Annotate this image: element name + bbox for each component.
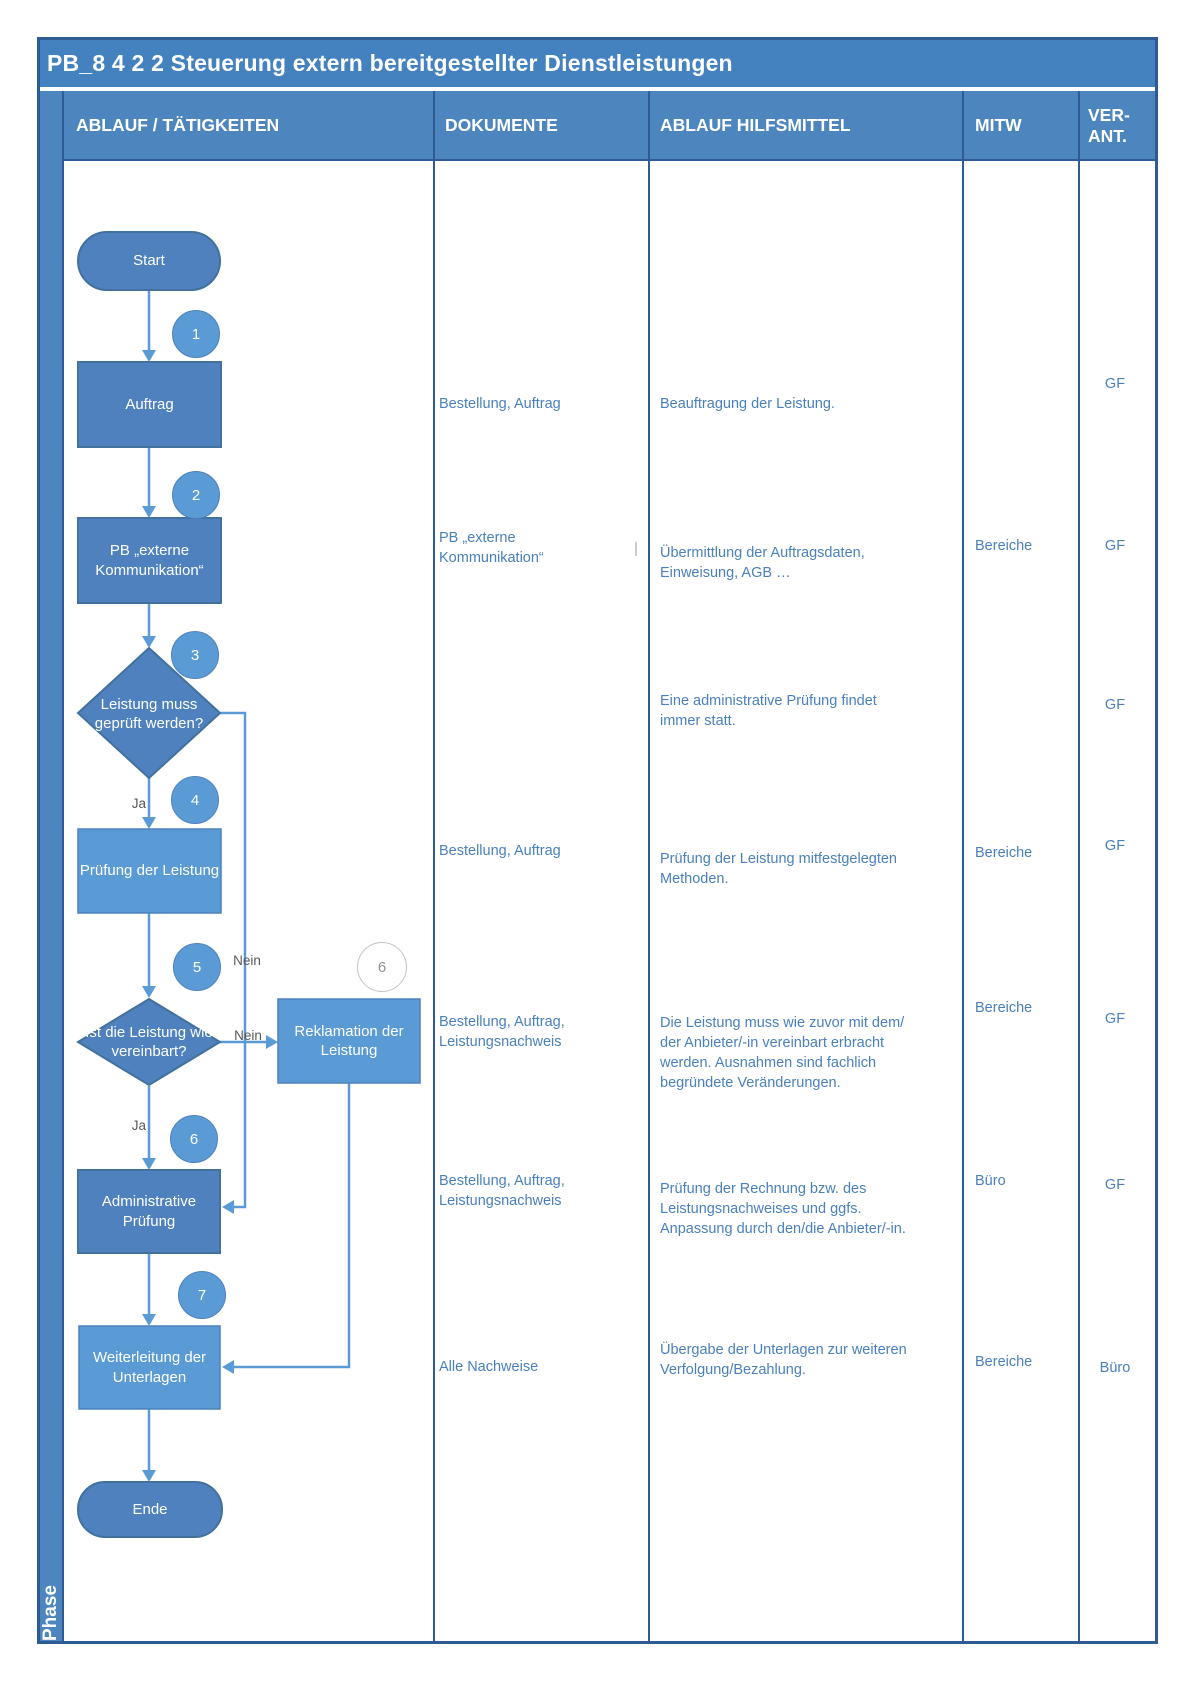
cell-hilfsmittel: Beauftragung der Leistung. [660, 396, 835, 412]
step-circle-5: 5 [173, 943, 221, 991]
connector-reklamation-return [233, 1083, 349, 1367]
step-circle-6: 6 [170, 1115, 218, 1163]
cursor-tick [635, 542, 637, 556]
column-header-ablauf: ABLAUF / TÄTIGKEITEN [76, 115, 280, 136]
branch-label-ja: Ja [131, 1118, 146, 1133]
cell-verant: GF [1104, 697, 1126, 713]
cell-mitw: Bereiche [975, 845, 1033, 861]
cell-dokumente: Bestellung, Auftrag, Leistungsnachweis [439, 1014, 565, 1050]
cell-dokumente: Alle Nachweise [439, 1359, 539, 1375]
column-header-hilfsmittel: ABLAUF HILFSMITTEL [660, 115, 851, 136]
cell-hilfsmittel: Die Leistung muss wie zuvor mit dem/ der Anbieter/-in vereinbart erbracht werden. Ausnahmen sind fachlich begründete Veränderungen. [660, 1015, 905, 1091]
cell-hilfsmittel: Prüfung der Leistung mitfestgelegten Methoden. [660, 851, 897, 887]
cell-hilfsmittel: Prüfung der Rechnung bzw. des Leistungsnachweises und ggfs. Anpassung durch den/die Anbieter/-in. [660, 1181, 906, 1237]
step-circle-4: 4 [171, 776, 219, 824]
cell-verant: GF [1104, 838, 1126, 854]
decision1-label: Leistung muss geprüft werden? [94, 695, 204, 732]
cell-verant: GF [1104, 376, 1126, 392]
column-header-mitw: MITW [975, 115, 1022, 136]
reklamation-ref-badge: 6 [357, 942, 407, 992]
admin-label: Administrative Prüfung [101, 1193, 197, 1230]
step-circle-1: 1 [172, 310, 220, 358]
step-circle-3: 3 [171, 631, 219, 679]
cell-mitw: Bereiche [975, 538, 1033, 554]
cell-mitw: Bereiche [975, 1000, 1033, 1016]
decision2-label: Ist die Leistung wie vereinbart? [85, 1023, 213, 1060]
ende-label: Ende [132, 1500, 168, 1518]
cell-dokumente: PB „externe Kommunikation“ [439, 530, 544, 566]
branch-label-ja: Ja [131, 796, 146, 811]
cell-mitw: Bereiche [975, 1354, 1033, 1370]
cell-verant: GF [1104, 538, 1126, 554]
cell-dokumente: Bestellung, Auftrag [439, 396, 561, 412]
branch-label-nein: Nein [234, 1028, 262, 1043]
cell-verant: Büro [1099, 1360, 1131, 1376]
cell-mitw: Büro [975, 1173, 1006, 1189]
cell-hilfsmittel: Eine administrative Prüfung findet immer statt. [660, 693, 877, 729]
step-circle-2: 2 [172, 471, 220, 519]
phase-lane-label: Phase [40, 1585, 61, 1641]
step-circle-7: 7 [178, 1271, 226, 1319]
cell-hilfsmittel: Übermittlung der Auftragsdaten, Einweisung, AGB … [660, 545, 865, 581]
cell-dokumente: Bestellung, Auftrag [439, 843, 561, 859]
reklamation-label: Reklamation der Leistung [294, 1022, 404, 1059]
start-label: Start [133, 252, 165, 270]
cell-hilfsmittel: Übergabe der Unterlagen zur weiteren Verfolgung/Bezahlung. [660, 1342, 907, 1378]
page-title: PB_8 4 2 2 Steuerung extern bereitgestellter Dienstleistungen [47, 50, 733, 76]
column-header-verant: VER-ANT. [1088, 105, 1130, 146]
cell-verant: GF [1104, 1011, 1126, 1027]
pb-externe-label: PB „externe Kommunikation“ [95, 542, 204, 579]
column-header-dokumente: DOKUMENTE [445, 115, 558, 136]
branch-label-nein: Nein [233, 953, 261, 968]
weiterleitung-label: Weiterleitung der Unterlagen [92, 1349, 207, 1386]
auftrag-label: Auftrag [125, 395, 174, 413]
cell-verant: GF [1104, 1177, 1126, 1193]
cell-dokumente: Bestellung, Auftrag, Leistungsnachweis [439, 1173, 565, 1209]
pruefung-label: Prüfung der Leistung [79, 862, 220, 880]
